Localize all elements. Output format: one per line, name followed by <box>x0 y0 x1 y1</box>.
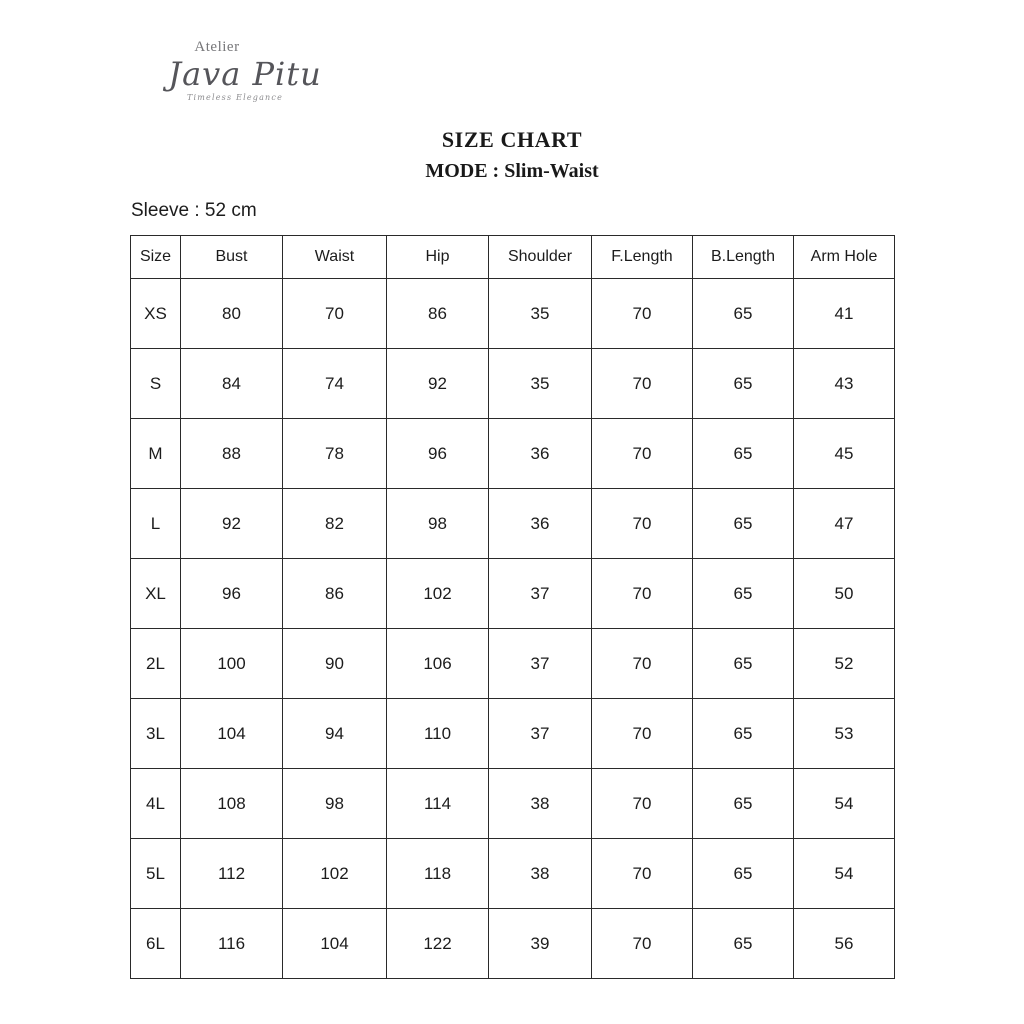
cell-size: 2L <box>131 629 181 699</box>
cell-waist: 74 <box>283 349 387 419</box>
sleeve-note: Sleeve : 52 cm <box>131 200 257 221</box>
cell-blength: 65 <box>693 419 794 489</box>
cell-hip: 106 <box>387 629 489 699</box>
cell-blength: 65 <box>693 629 794 699</box>
column-header-bust: Bust <box>181 236 283 279</box>
page-subtitle: MODE : Slim-Waist <box>425 159 599 182</box>
cell-armhole: 53 <box>794 699 895 769</box>
brand-tagline: Timeless Elegance <box>186 93 284 103</box>
cell-shoulder: 39 <box>489 909 592 979</box>
cell-size: XL <box>131 559 181 629</box>
column-header-armhole: Arm Hole <box>794 236 895 279</box>
cell-waist: 86 <box>283 559 387 629</box>
cell-size: M <box>131 419 181 489</box>
cell-blength: 65 <box>693 279 794 349</box>
table-row <box>131 629 895 699</box>
cell-hip: 110 <box>387 699 489 769</box>
column-header-shoulder: Shoulder <box>489 236 592 279</box>
cell-flength: 70 <box>592 629 693 699</box>
cell-bust: 100 <box>181 629 283 699</box>
table-header-row <box>131 236 895 279</box>
cell-bust: 104 <box>181 699 283 769</box>
cell-waist: 82 <box>283 489 387 559</box>
cell-bust: 112 <box>181 839 283 909</box>
cell-shoulder: 35 <box>489 279 592 349</box>
cell-blength: 65 <box>693 349 794 419</box>
cell-bust: 108 <box>181 769 283 839</box>
table-row <box>131 349 895 419</box>
cell-flength: 70 <box>592 909 693 979</box>
cell-flength: 70 <box>592 419 693 489</box>
cell-size: S <box>131 349 181 419</box>
column-header-flength: F.Length <box>592 236 693 279</box>
cell-armhole: 43 <box>794 349 895 419</box>
brand-atelier-label: Atelier <box>194 39 240 55</box>
cell-armhole: 54 <box>794 839 895 909</box>
cell-bust: 84 <box>181 349 283 419</box>
cell-flength: 70 <box>592 839 693 909</box>
cell-armhole: 47 <box>794 489 895 559</box>
cell-waist: 98 <box>283 769 387 839</box>
cell-size: 3L <box>131 699 181 769</box>
table-row <box>131 489 895 559</box>
cell-shoulder: 36 <box>489 419 592 489</box>
cell-waist: 70 <box>283 279 387 349</box>
cell-blength: 65 <box>693 909 794 979</box>
cell-shoulder: 35 <box>489 349 592 419</box>
cell-flength: 70 <box>592 489 693 559</box>
cell-armhole: 54 <box>794 769 895 839</box>
cell-shoulder: 37 <box>489 699 592 769</box>
cell-waist: 90 <box>283 629 387 699</box>
cell-armhole: 50 <box>794 559 895 629</box>
cell-blength: 65 <box>693 769 794 839</box>
cell-size: 4L <box>131 769 181 839</box>
cell-blength: 65 <box>693 699 794 769</box>
cell-hip: 122 <box>387 909 489 979</box>
cell-blength: 65 <box>693 489 794 559</box>
cell-hip: 102 <box>387 559 489 629</box>
cell-size: 6L <box>131 909 181 979</box>
cell-armhole: 52 <box>794 629 895 699</box>
table-row <box>131 909 895 979</box>
table-row <box>131 769 895 839</box>
cell-shoulder: 38 <box>489 839 592 909</box>
column-header-size: Size <box>131 236 181 279</box>
cell-armhole: 41 <box>794 279 895 349</box>
cell-hip: 114 <box>387 769 489 839</box>
size-chart-table <box>130 235 895 979</box>
cell-size: L <box>131 489 181 559</box>
cell-bust: 92 <box>181 489 283 559</box>
table-row <box>131 559 895 629</box>
column-header-blength: B.Length <box>693 236 794 279</box>
column-header-hip: Hip <box>387 236 489 279</box>
cell-blength: 65 <box>693 559 794 629</box>
brand-logo <box>130 40 360 102</box>
cell-flength: 70 <box>592 349 693 419</box>
table-row <box>131 279 895 349</box>
cell-blength: 65 <box>693 839 794 909</box>
column-header-waist: Waist <box>283 236 387 279</box>
cell-bust: 96 <box>181 559 283 629</box>
brand-name: Java Pitu <box>168 55 322 93</box>
page-title: SIZE CHART <box>441 127 583 152</box>
cell-armhole: 45 <box>794 419 895 489</box>
cell-size: 5L <box>131 839 181 909</box>
size-chart-table-wrapper <box>130 235 894 979</box>
cell-shoulder: 37 <box>489 629 592 699</box>
cell-flength: 70 <box>592 279 693 349</box>
cell-hip: 86 <box>387 279 489 349</box>
cell-flength: 70 <box>592 699 693 769</box>
cell-bust: 88 <box>181 419 283 489</box>
title-block <box>0 126 1024 185</box>
cell-shoulder: 37 <box>489 559 592 629</box>
table-row <box>131 839 895 909</box>
cell-size: XS <box>131 279 181 349</box>
cell-shoulder: 36 <box>489 489 592 559</box>
cell-waist: 104 <box>283 909 387 979</box>
cell-hip: 98 <box>387 489 489 559</box>
table-row <box>131 419 895 489</box>
cell-waist: 78 <box>283 419 387 489</box>
cell-armhole: 56 <box>794 909 895 979</box>
cell-shoulder: 38 <box>489 769 592 839</box>
cell-hip: 118 <box>387 839 489 909</box>
cell-flength: 70 <box>592 559 693 629</box>
cell-bust: 80 <box>181 279 283 349</box>
cell-bust: 116 <box>181 909 283 979</box>
cell-waist: 94 <box>283 699 387 769</box>
cell-waist: 102 <box>283 839 387 909</box>
cell-hip: 96 <box>387 419 489 489</box>
cell-hip: 92 <box>387 349 489 419</box>
cell-flength: 70 <box>592 769 693 839</box>
table-row <box>131 699 895 769</box>
